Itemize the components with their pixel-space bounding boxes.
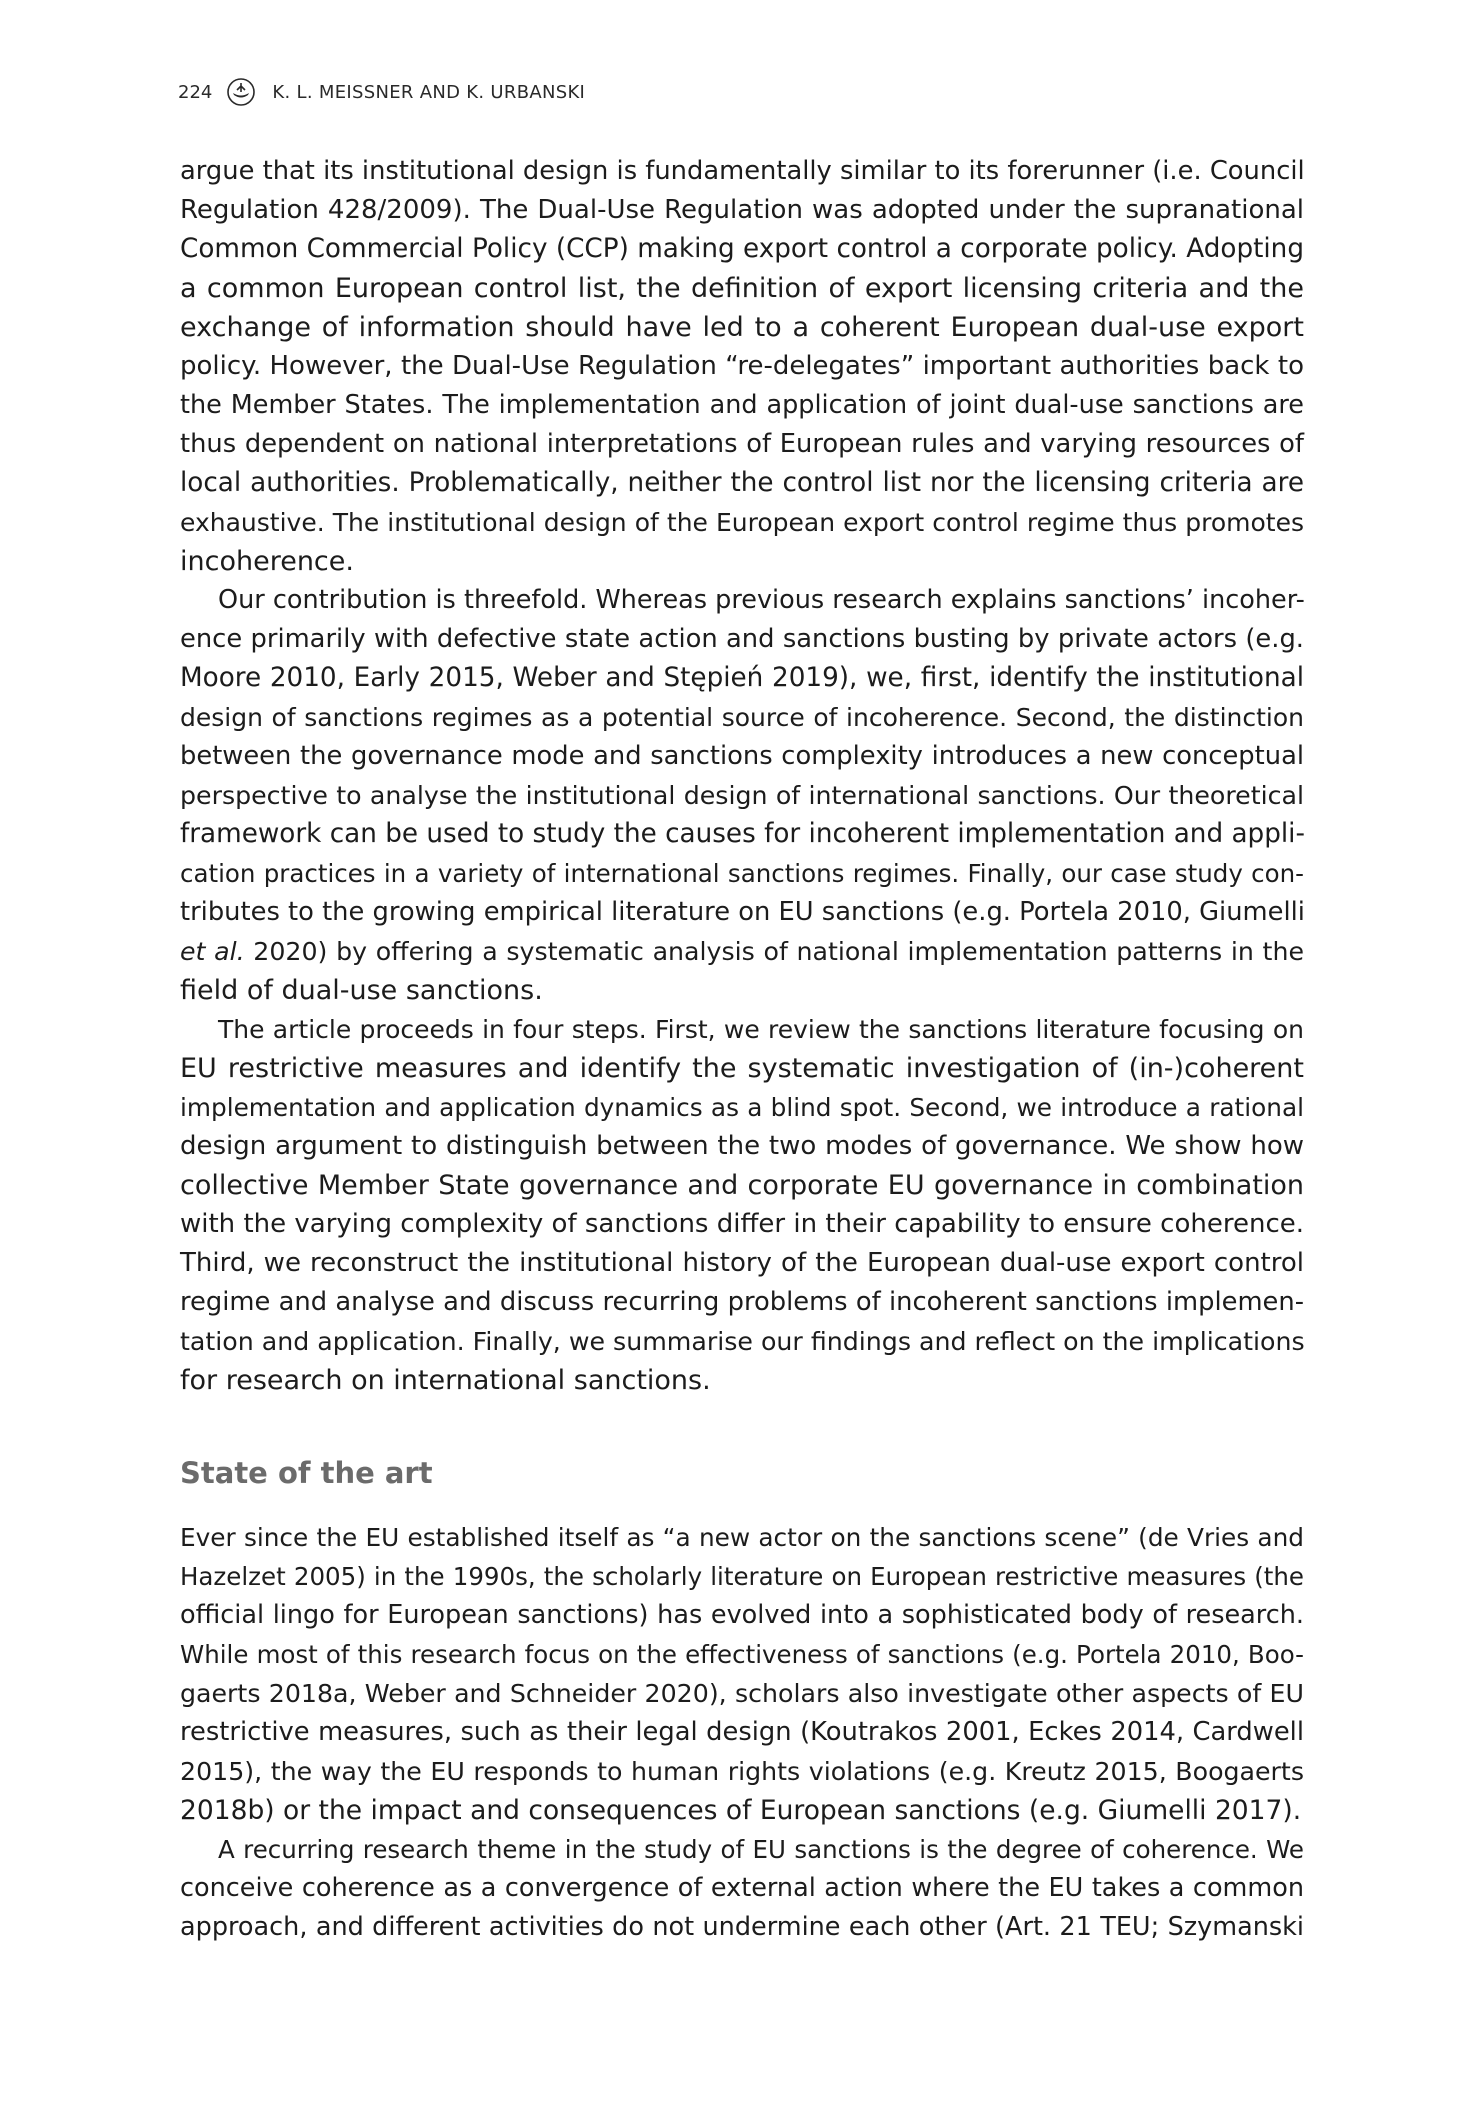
text-line: gaerts 2018a, Weber and Schneider 2020), scholars also investigate other aspects of EU <box>180 1679 1304 1708</box>
section-heading: State of the art <box>180 1456 433 1490</box>
text-line: collective Member State governance and corporate EU governance in combination <box>180 1170 1304 1201</box>
text-line: Hazelzet 2005) in the 1990s, the scholarly literature on European restrictive measures (the <box>180 1562 1304 1591</box>
text-line: restrictive measures, such as their legal design (Koutrakos 2001, Eckes 2014, Cardwell <box>180 1717 1304 1747</box>
text-line: implementation and application dynamics as a blind spot. Second, we introduce a rational <box>180 1093 1304 1122</box>
text-line: A recurring research theme in the study of EU sanctions is the degree of coherence. We <box>218 1835 1304 1864</box>
text-line: tation and application. Finally, we summarise our findings and reflect on the implications <box>180 1327 1305 1356</box>
text-line: the Member States. The implementation and application of joint dual-use sanctions are <box>180 390 1304 420</box>
running-header-authors: K. L. MEISSNER AND K. URBANSKI <box>272 81 586 103</box>
text-line: et al. 2020) by offering a systematic analysis of national implementation patterns in the <box>180 937 1304 966</box>
text-line: thus dependent on national interpretations of European rules and varying resources of <box>180 429 1304 459</box>
text-line: cation practices in a variety of international sanctions regimes. Finally, our case study con- <box>180 859 1304 888</box>
text-line: exchange of information should have led to a coherent European dual-use export <box>180 312 1304 343</box>
text-line: Our contribution is threefold. Whereas previous research explains sanctions’ incoher- <box>218 585 1305 615</box>
text-line: The article proceeds in four steps. First, we review the sanctions literature focusing on <box>218 1015 1304 1044</box>
text-line: conceive coherence as a convergence of external action where the EU takes a common <box>180 1873 1304 1903</box>
text-line: perspective to analyse the institutional design of international sanctions. Our theoretical <box>180 781 1304 810</box>
text-line: Ever since the EU established itself as “a new actor on the sanctions scene” (de Vries and <box>180 1523 1304 1552</box>
text-line: official lingo for European sanctions) has evolved into a sophisticated body of research. <box>180 1600 1304 1630</box>
text-line: framework can be used to study the causes for incoherent implementation and appli- <box>180 819 1305 849</box>
text-line: Common Commercial Policy (CCP) making export control a corporate policy. Adopting <box>180 234 1304 264</box>
text-line: tributes to the growing empirical literature on EU sanctions (e.g. Portela 2010, Giumelli <box>180 897 1305 927</box>
page-number: 224 <box>178 81 213 103</box>
text-line: for research on international sanctions. <box>180 1365 711 1396</box>
text-line: Third, we reconstruct the institutional history of the European dual-use export control <box>180 1248 1304 1278</box>
text-line: local authorities. Problematically, neither the control list nor the licensing criteria are <box>180 468 1304 498</box>
publisher-logo-icon <box>226 77 256 107</box>
text-line: policy. However, the Dual-Use Regulation “re-delegates” important authorities back to <box>180 351 1304 381</box>
text-line: design of sanctions regimes as a potential source of incoherence. Second, the distinction <box>180 703 1304 732</box>
text-line: 2018b) or the impact and consequences of European sanctions (e.g. Giumelli 2017). <box>180 1795 1302 1826</box>
text-line: field of dual-use sanctions. <box>180 975 543 1006</box>
text-line: argue that its institutional design is fundamentally similar to its forerunner (i.e. Council <box>180 156 1305 186</box>
text-line: regime and analyse and discuss recurring problems of incoherent sanctions implemen- <box>180 1287 1304 1317</box>
text-line: Moore 2010, Early 2015, Weber and Stępień 2019), we, first, identify the institutional <box>180 663 1304 693</box>
text-line: with the varying complexity of sanctions differ in their capability to ensure coherence. <box>180 1209 1304 1239</box>
text-line: ence primarily with defective state action and sanctions busting by private actors (e.g. <box>180 624 1304 654</box>
running-header <box>178 78 585 106</box>
text-line: between the governance mode and sanctions complexity introduces a new conceptual <box>180 741 1304 771</box>
text-line: Regulation 428/2009). The Dual-Use Regulation was adopted under the supranational <box>180 195 1304 225</box>
italic-text: et al. <box>180 937 245 966</box>
text-line: EU restrictive measures and identify the systematic investigation of (in-)coherent <box>180 1053 1304 1084</box>
text-line: While most of this research focus on the effectiveness of sanctions (e.g. Portela 2010, Boo- <box>180 1640 1304 1669</box>
text-line: 2015), the way the EU responds to human rights violations (e.g. Kreutz 2015, Boogaerts <box>180 1757 1304 1786</box>
text-line: exhaustive. The institutional design of the European export control regime thus promotes <box>180 508 1304 537</box>
text-line: incoherence. <box>180 546 354 577</box>
text-line: design argument to distinguish between the two modes of governance. We show how <box>180 1131 1304 1161</box>
text-line: a common European control list, the definition of export licensing criteria and the <box>180 273 1304 304</box>
text-line: approach, and different activities do not undermine each other (Art. 21 TEU; Szymanski <box>180 1912 1304 1942</box>
